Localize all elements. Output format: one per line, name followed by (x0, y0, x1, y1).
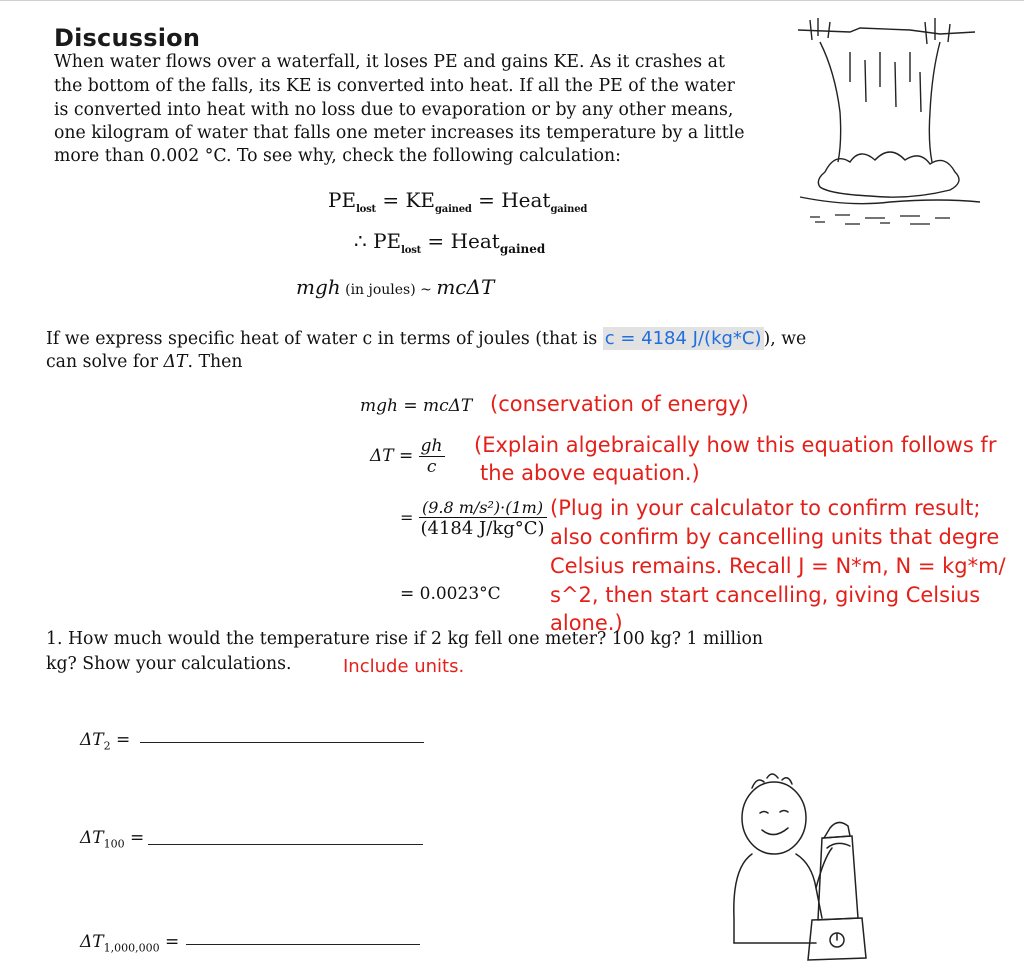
intro-line-3: is converted into heat with no loss due to evaporation or by any other means, (54, 100, 734, 120)
note-explain-line-2: the above equation.) (480, 461, 700, 485)
note-include-units: Include units. (343, 656, 465, 677)
person-blender-illustration (712, 768, 912, 968)
derivation-result: = 0.0023°C (400, 584, 501, 604)
intro-line-4: one kilogram of water that falls one meter increases its temperature by a little (54, 123, 745, 143)
intro-line-2: the bottom of the falls, its KE is converted into heat. If all the PE of the water (54, 76, 735, 96)
section-heading: Discussion (54, 24, 201, 52)
waterfall-illustration (790, 12, 990, 227)
note-calculator-line-5: alone.) (550, 611, 623, 635)
note-calculator-line-2: also confirm by cancelling units that degre (550, 525, 1000, 549)
equation-therefore: ∴ $PE_{lost}$ = Heat$_{gained}$ (354, 229, 546, 256)
specific-heat-line-2: can solve for ΔT. Then (46, 352, 243, 372)
derivation-substitution: = $\frac{\text{(9.8 m/s²)·(1m)}}{(4184 J/kg^\circ C)}$ (400, 498, 545, 539)
note-explain-line-1: (Explain algebraically how this equation follows fr (474, 433, 997, 457)
derivation-conservation: mgh = mcΔT (360, 396, 473, 416)
note-calculator-line-3: Celsius remains. Recall J = N*m, N = kg*m/ (550, 554, 1006, 578)
equation-mgh-approx: mgh (in joules) ~ mcΔT (296, 275, 495, 299)
equation-energy-chain: $PE_{lost} = KE_{gained}$ = Heat$_{gained}$ (328, 188, 588, 215)
answer-label-2kg: $\Delta T_2$ = (80, 730, 131, 753)
highlighted-specific-heat: c = 4184 J/(kg*C) (604, 328, 762, 349)
intro-line-5: more than 0.002 °C. To see why, check the following calculation: (54, 146, 621, 166)
answer-label-100kg: $\Delta T_{100}$ = (80, 828, 145, 851)
note-conservation: (conservation of energy) (490, 392, 749, 416)
derivation-delta-t: ΔT = $\frac{gh}{c}$ (370, 436, 443, 477)
question-line-1: 1. How much would the temperature rise if 2 kg fell one meter? 100 kg? 1 million (46, 629, 764, 649)
top-border (0, 0, 1024, 1)
answer-field-2kg[interactable] (140, 742, 424, 743)
question-line-2: kg? Show your calculations. (46, 654, 292, 674)
answer-field-100kg[interactable] (148, 844, 423, 845)
note-calculator-line-4: s^2, then start cancelling, giving Celsius (550, 583, 981, 607)
answer-field-1million-kg[interactable] (186, 944, 420, 945)
note-calculator-line-1: (Plug in your calculator to confirm result; (550, 496, 981, 520)
intro-line-1: When water flows over a waterfall, it loses PE and gains KE. As it crashes at (54, 52, 725, 72)
answer-label-1million-kg: $\Delta T_{1,000,000}$ = (80, 932, 180, 955)
specific-heat-line-1: If we express specific heat of water c in terms of joules (that is c = 4184 J/(kg*C) ), we (46, 328, 807, 349)
